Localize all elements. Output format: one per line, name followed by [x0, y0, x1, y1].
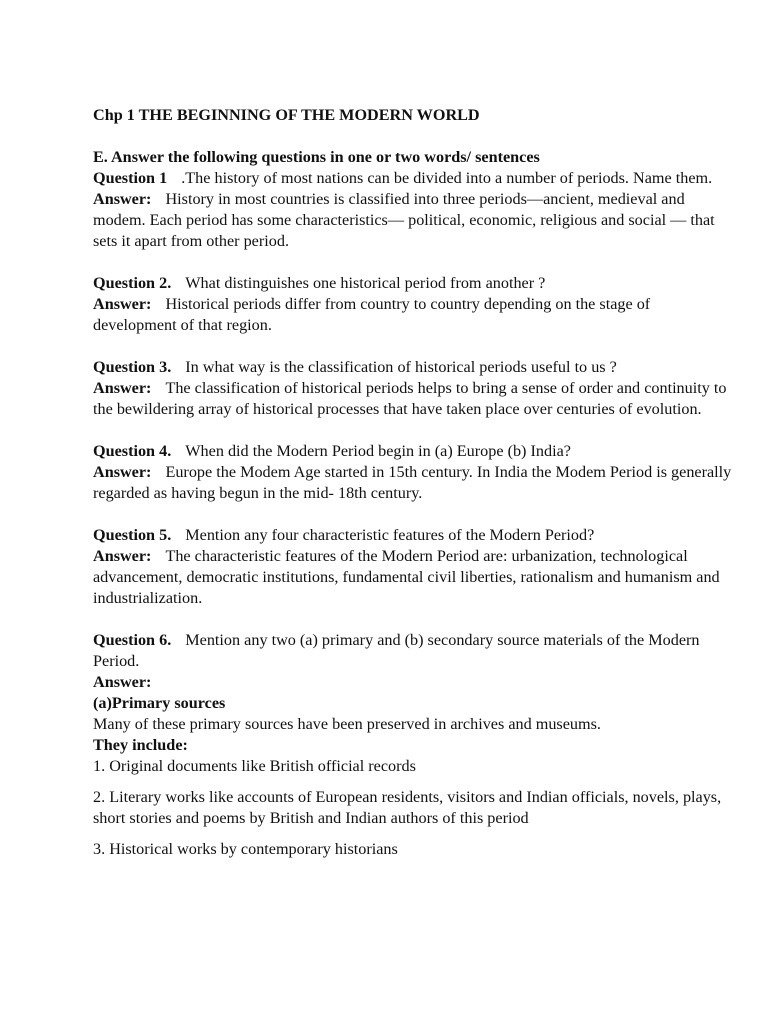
question-label: Question 6. — [93, 631, 172, 649]
question-text: Mention any four characteristic features of the Modern Period? — [185, 526, 595, 544]
answer-1 — [93, 189, 733, 252]
qa-item-5 — [93, 525, 733, 609]
list-item: 3. Historical works by contemporary historians — [93, 840, 398, 858]
answer-text: History in most countries is classified into three periods—ancient, medieval and modem. Each period has some characteristics— political, economic, religious and social — that sets it apart from other period. — [93, 190, 715, 250]
question-4 — [93, 441, 733, 462]
answer-text: Europe the Modem Age started in 15th century. In India the Modem Period is generally regarded as having begun in the mid- 18th century. — [93, 463, 732, 502]
qa-item-3 — [93, 357, 733, 420]
document-body — [93, 105, 733, 870]
they-include-label: They include: — [93, 736, 188, 754]
question-text: Mention any two (a) primary and (b) secondary source materials of the Modern Period. — [93, 631, 700, 670]
question-label: Question 4. — [93, 442, 172, 460]
answer-text: Historical periods differ from country to country depending on the stage of development of that region. — [93, 295, 651, 334]
answer-label: Answer: — [93, 463, 152, 481]
primary-sources-heading: (a)Primary sources — [93, 694, 226, 712]
answer-5 — [93, 546, 733, 609]
question-label: Question 3. — [93, 358, 172, 376]
qa-item-6 — [93, 630, 733, 860]
qa-item-2 — [93, 273, 733, 336]
question-2 — [93, 273, 733, 294]
question-1 — [93, 168, 733, 189]
list-item: 1. Original documents like British official records — [93, 757, 416, 775]
qa-item-4 — [93, 441, 733, 504]
question-label: Question 2. — [93, 274, 172, 292]
answer-label: Answer: — [93, 295, 152, 313]
question-text: .The history of most nations can be divided into a number of periods. Name them. — [181, 169, 713, 187]
qa-item-1 — [93, 168, 733, 252]
section-heading: E. Answer the following questions in one or two words/ sentences — [93, 148, 540, 166]
question-text: When did the Modern Period begin in (a) Europe (b) India? — [185, 442, 571, 460]
answer-4 — [93, 462, 733, 504]
primary-sources-intro: Many of these primary sources have been preserved in archives and museums. — [93, 715, 601, 733]
question-3 — [93, 357, 733, 378]
answer-text: The characteristic features of the Modern Period are: urbanization, technological advancement, democratic institutions, fundamental civil liberties, rationalism and humanism and industrialization. — [93, 547, 720, 607]
question-label: Question 1 — [93, 169, 168, 187]
answer-label: Answer: — [93, 547, 152, 565]
question-5 — [93, 525, 733, 546]
chapter-title: Chp 1 THE BEGINNING OF THE MODERN WORLD — [93, 106, 480, 124]
answer-text: The classification of historical periods helps to bring a sense of order and continuity to the bewildering array of historical processes that have taken place over centuries of evolution. — [93, 379, 727, 418]
answer-label: Answer: — [93, 379, 152, 397]
question-label: Question 5. — [93, 526, 172, 544]
list-item: 2. Literary works like accounts of European residents, visitors and Indian officials, novels, plays, short stories and poems by British and Indian authors of this period — [93, 788, 722, 827]
answer-label-6: Answer: — [93, 673, 152, 691]
answer-label: Answer: — [93, 190, 152, 208]
answer-3 — [93, 378, 733, 420]
question-text: In what way is the classification of historical periods useful to us ? — [185, 358, 617, 376]
answer-2 — [93, 294, 733, 336]
question-6 — [93, 630, 733, 672]
question-text: What distinguishes one historical period from another ? — [185, 274, 546, 292]
